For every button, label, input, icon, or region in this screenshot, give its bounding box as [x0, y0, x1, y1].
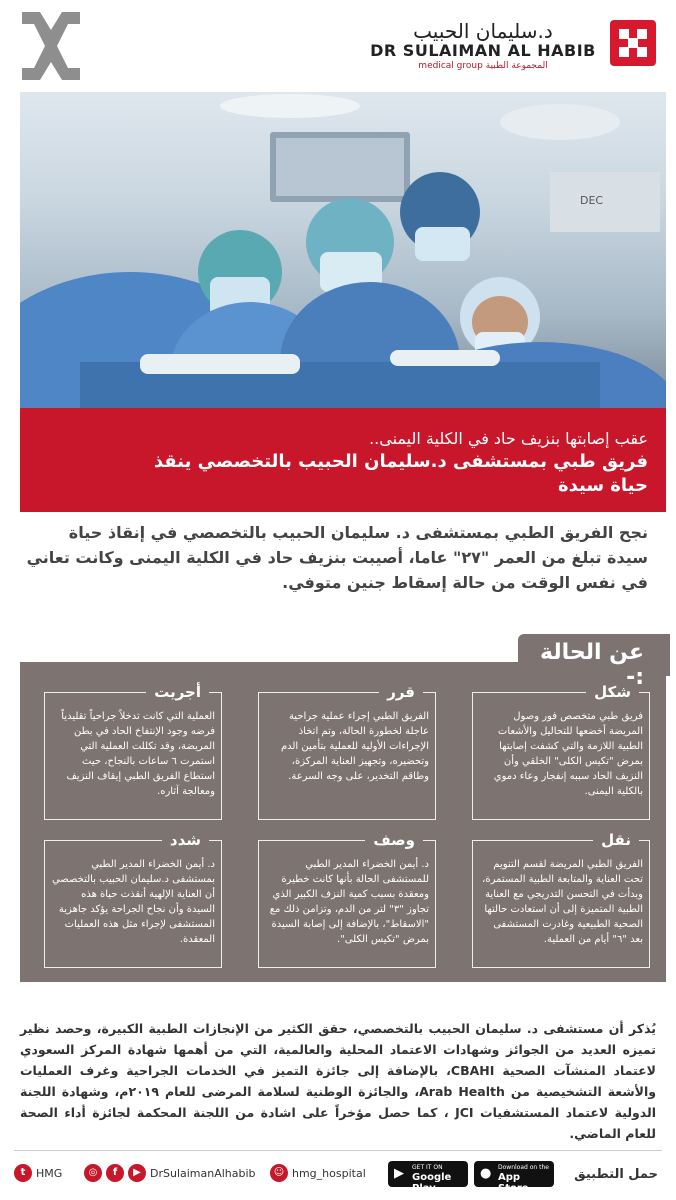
logo-arabic-name: د.سليمان الحبيب	[413, 19, 553, 43]
download-app-label: حمل التطبيق	[574, 1167, 658, 1182]
instagram-icon[interactable]: ◎	[84, 1164, 102, 1182]
headline-banner	[20, 408, 666, 512]
intro-paragraph: نجح الفريق الطبي بمستشفى د. سليمان الحبيب بالتخصصي في إنقاذ حياة سيدة تبلغ من العمر "٢٧" عاما، أصيبت بنزيف حاد في الكلية اليمنى وكانت تعاني في نفس الوقت من حالة إسقاط جنين متوفي.	[26, 523, 648, 592]
brand-logo	[366, 20, 656, 76]
google-play-caption: GET IT ON	[412, 1164, 443, 1171]
case-card-shaddad	[44, 831, 222, 968]
app-store-caption: Download on the	[498, 1164, 549, 1171]
snapchat-handle[interactable]: hmg_hospital	[292, 1167, 366, 1180]
case-card-title: شكل	[586, 681, 639, 703]
app-store-label: App Store	[498, 1172, 529, 1194]
case-card-naqal	[472, 831, 650, 968]
logo-subtitle: medical group المجموعة الطبية	[418, 61, 548, 71]
case-card-title: أجريت	[146, 681, 209, 703]
case-card-text: الفريق الطبي إجراء عملية جراحية عاجلة لخطورة الحالة، وتم اتخاذ الإجراءات الأولية للعملية بتأمين الدم وتحضيره، وتجهيز العناية المركزة، وطاقم التخدير، على وجه السرعة.	[280, 711, 429, 782]
youtube-icon[interactable]: ▶	[128, 1164, 146, 1182]
google-play-icon: ▶	[394, 1166, 404, 1181]
social-handle[interactable]: DrSulaimanAlhabib	[150, 1167, 256, 1180]
headline-title-line2: حياة سيدة	[557, 475, 648, 496]
case-card-title: شدد	[162, 829, 209, 851]
case-card-text: الفريق الطبي المريضة لقسم التنويم تحت العناية والمتابعة الطبية المستمرة، وبدأت في التحسن التدريجي مع العناية الطبية المتميزة إلى أن استعادت حالتها الصحية الطبيعية وغادرت المستشفى بعد "٦" أيام من العملية.	[482, 859, 643, 945]
social-bar	[14, 1158, 662, 1194]
google-play-button[interactable]	[388, 1161, 468, 1194]
case-card-text: د. أيمن الخضراء المدير الطبي بمستشفى د.سليمان الحبيب بالتخصصي أن العناية الإلهية أنقذت حياة هذه السيدة وأن نجاح الجراحة يؤكد جاهزية المستشفى لإجراء مثل هذه العمليات المعقدة.	[51, 859, 215, 945]
apple-icon: ●	[480, 1166, 492, 1181]
case-card-text: د. أيمن الخضراء المدير الطبي للمستشفى الحالة بأنها كانت خطيرة ومعقدة بسبب كمية النزف الكبير الذي تجاوز "٣" لتر من الدم، وتزامن ذلك مع "الاسقاط"، بالإضافة إلى إصابة السيدة بمرض "تكيس الكلى".	[269, 859, 429, 945]
header	[0, 0, 676, 92]
app-store-button[interactable]	[474, 1161, 554, 1194]
case-card-wasaf	[258, 831, 436, 968]
case-card-text: فريق طبي متخصص فور وصول المريضة أخضعها للتحاليل والأشعات الطبية اللازمة والتي كشفت إصابتها بمرض "تكيس الكلى" الخلقي وأن النزيف الحاد سببه إنفجار وعاء دموي بالكلية اليمنى.	[493, 711, 643, 797]
monitor-label: DEC	[580, 194, 604, 207]
case-card-title: قرر	[379, 681, 423, 703]
logo-english-name: DR SULAIMAN AL HABIB	[370, 41, 596, 60]
twitter-icon[interactable]: t	[14, 1164, 32, 1182]
divider	[14, 1150, 662, 1151]
case-card-title: نقل	[593, 829, 639, 851]
case-card-shakal	[472, 683, 650, 820]
logo-mark-icon	[610, 20, 656, 66]
google-play-label: Google Play	[412, 1172, 452, 1194]
case-heading: عن الحالة :-	[539, 640, 644, 690]
headline-subtitle: عقب إصابتها بنزيف حاد في الكلية اليمنى..	[369, 429, 648, 448]
brand-x-icon	[22, 12, 80, 80]
snapchat-icon[interactable]: ☺	[270, 1164, 288, 1182]
case-card-text: العملية التي كانت تدخلاً جراحياً تقليدياً فرضه وجود الإنتفاخ الحاد في بطن المريضة، وقد تكللت العملية التي استمرت ٦ ساعات بالنجاح، حيث استطاع الفريق الطبي إيقاف النزيف ومعالجة آثاره.	[61, 711, 215, 797]
case-section	[20, 662, 666, 982]
footer-paragraph: يُذكر أن مستشفى د. سليمان الحبيب بالتخصصي، حقق الكثير من الإنجازات الطبية الكبيرة، وحصد نظير تميزه العديد من الجوائز وشهادات الاعتماد المحلية والعالمية، التي من أهمها شهادة المركز السعودي لاعتماد المنشآت الصحية CBAHI، بالإضافة إلى جائزة التميز في الخدمات الجراحية وغرف العمليات والأشعة التشخيصية من Arab Health، والجائزة الوطنية لسلامة المرضى للعام ٢٠١٩م، وشهادة اللجنة الدولية لاعتماد المستشفيات JCI ، كما حصل مؤخراً على اشادة من اللجنة المحكمة لجائزة أداء الصحة للعام الماضي.	[20, 1021, 657, 1141]
case-card-title: وصف	[365, 829, 423, 851]
twitter-handle[interactable]: HMG	[36, 1167, 63, 1180]
headline-title-line1: فريق طبي بمستشفى د.سليمان الحبيب بالتخصصي ينقذ	[153, 451, 648, 472]
surgery-photo	[20, 92, 666, 408]
case-card-ujriyat	[44, 683, 222, 820]
case-card-qarar	[258, 683, 436, 820]
facebook-icon[interactable]: f	[106, 1164, 124, 1182]
